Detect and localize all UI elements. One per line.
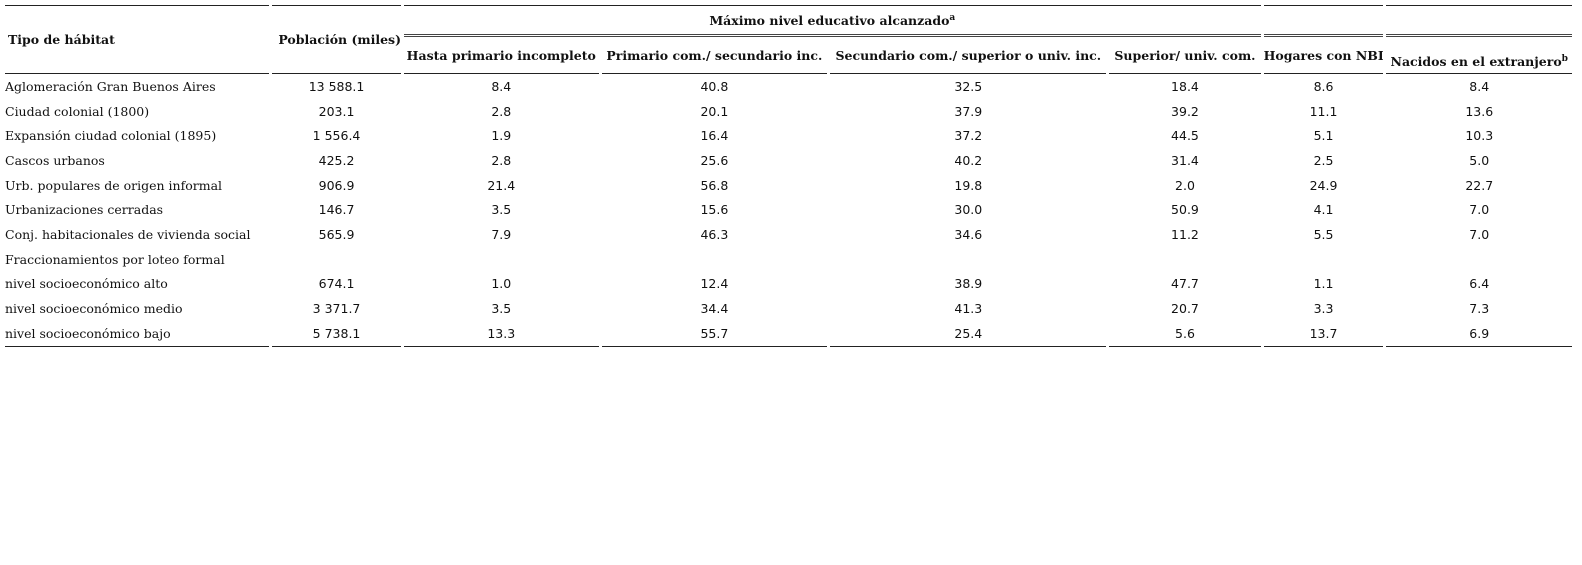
table-row [5,148,1572,173]
population-cell: 203.1 [318,103,355,119]
value-cell: 8.4 [1469,78,1490,94]
row-label: Conj. habitacionales de vivienda social [5,226,251,242]
table-row [5,197,1572,222]
value-cell: 8.6 [1313,78,1334,94]
blank-header [1264,5,1384,37]
row-label: Expansión ciudad colonial (1895) [5,128,217,144]
value-cell: 2.5 [1313,152,1334,168]
value-cell: 37.2 [954,128,983,144]
value-cell: 7.3 [1469,301,1490,317]
habitat-table [2,5,1575,347]
value-cell: 1.0 [491,276,512,292]
value-cell: 25.6 [700,152,729,168]
table-container [5,5,1578,347]
value-cell: 24.9 [1309,177,1338,193]
value-cell: 40.8 [700,78,729,94]
value-cell: 46.3 [700,226,729,242]
value-cell: 32.5 [954,78,983,94]
row-label: Urbanizaciones cerradas [5,202,164,218]
value-cell: 55.7 [602,321,828,347]
row-label: Aglomeración Gran Buenos Aires [5,78,216,94]
value-cell: 41.3 [954,301,983,317]
value-cell: 56.8 [700,177,729,193]
value-cell [1264,247,1384,272]
population-cell: 1 556.4 [312,128,361,144]
value-cell: 21.4 [487,177,516,193]
blank-header [1386,5,1572,37]
population-cell: 3 371.7 [312,301,361,317]
population-cell: 425.2 [318,152,355,168]
value-cell: 20.7 [1171,301,1199,317]
value-cell: 7.0 [1469,202,1490,218]
row-label: Fraccionamientos por loteo formal [5,251,225,267]
row-label: Cascos urbanos [5,152,105,168]
row-label: Ciudad colonial (1800) [5,103,150,119]
value-cell [1386,247,1572,272]
value-cell: 13.3 [404,321,599,347]
table-row [5,296,1572,321]
population-cell: 5 738.1 [272,321,401,347]
value-cell: 5.6 [1109,321,1260,347]
value-cell: 11.2 [1171,226,1199,242]
row-label: nivel socioeconómico alto [5,276,168,292]
value-cell: 12.4 [700,276,729,292]
value-cell: 31.4 [1171,152,1199,168]
population-cell: 906.9 [318,177,355,193]
value-cell: 25.4 [830,321,1106,347]
table-body [5,74,1572,347]
value-cell: 6.9 [1386,321,1572,347]
value-cell: 22.7 [1465,177,1494,193]
value-cell: 47.7 [1171,276,1199,292]
table-row [5,173,1572,198]
value-cell: 19.8 [954,177,983,193]
education-group-header [404,5,1261,37]
table-row [5,74,1572,99]
footnote-b: b [1561,54,1568,64]
value-cell: 11.1 [1309,103,1338,119]
row-label: nivel socioeconómico bajo [5,321,269,347]
value-cell: 2.8 [491,152,512,168]
population-cell: 146.7 [318,202,355,218]
column-header-foreign-born [1386,37,1572,74]
row-label: nivel socioeconómico medio [5,301,183,317]
value-cell: 40.2 [954,152,983,168]
value-cell: 7.9 [491,226,512,242]
value-cell: 8.4 [491,78,512,94]
population-cell [272,247,401,272]
value-cell: 4.1 [1313,202,1334,218]
value-cell: 2.0 [1175,177,1195,193]
value-cell: 20.1 [700,103,729,119]
value-cell: 1.9 [491,128,512,144]
value-cell: 39.2 [1171,103,1199,119]
value-cell: 3.3 [1313,301,1334,317]
value-cell: 13.6 [1465,103,1494,119]
value-cell: 1.1 [1313,276,1334,292]
row-label-header: Tipo de hábitat [5,5,269,74]
value-cell: 18.4 [1171,78,1199,94]
value-cell: 5.1 [1313,128,1334,144]
value-cell: 50.9 [1171,202,1199,218]
value-cell: 15.6 [700,202,729,218]
column-header: Secundario com./ superior o univ. inc. [830,37,1106,74]
row-label: Urb. populares de origen informal [5,177,223,193]
table-row [5,99,1572,124]
value-cell [1109,247,1260,272]
education-group-title: Máximo nivel educativo alcanzado [709,12,950,28]
table-row [5,272,1572,297]
column-header: Hogares con NBI [1264,37,1384,74]
header-row-top [5,5,1572,37]
value-cell: 3.5 [491,202,512,218]
population-cell: 13 588.1 [308,78,365,94]
value-cell: 30.0 [954,202,983,218]
value-cell [602,247,828,272]
value-cell [830,247,1106,272]
value-cell [404,247,599,272]
value-cell: 44.5 [1171,128,1199,144]
value-cell: 5.0 [1469,152,1490,168]
column-header: Superior/ univ. com. [1109,37,1260,74]
table-row [5,247,1572,272]
value-cell: 37.9 [954,103,983,119]
table-row [5,222,1572,247]
value-cell: 13.7 [1264,321,1384,347]
value-cell: 7.0 [1469,226,1490,242]
table-row [5,123,1572,148]
table-row [5,321,1572,347]
value-cell: 38.9 [954,276,983,292]
population-header: Población (miles) [272,5,401,74]
value-cell: 2.8 [491,103,512,119]
column-header: Nacidos en el extranjero [1390,54,1562,69]
population-cell: 674.1 [318,276,355,292]
value-cell: 34.4 [700,301,729,317]
value-cell: 5.5 [1313,226,1334,242]
column-header: Hasta primario incompleto [404,37,599,74]
value-cell: 34.6 [954,226,983,242]
population-cell: 565.9 [318,226,355,242]
value-cell: 3.5 [491,301,512,317]
value-cell: 16.4 [700,128,729,144]
value-cell: 6.4 [1469,276,1490,292]
column-header: Primario com./ secundario inc. [602,37,828,74]
value-cell: 10.3 [1465,128,1494,144]
footnote-a: a [949,12,956,23]
